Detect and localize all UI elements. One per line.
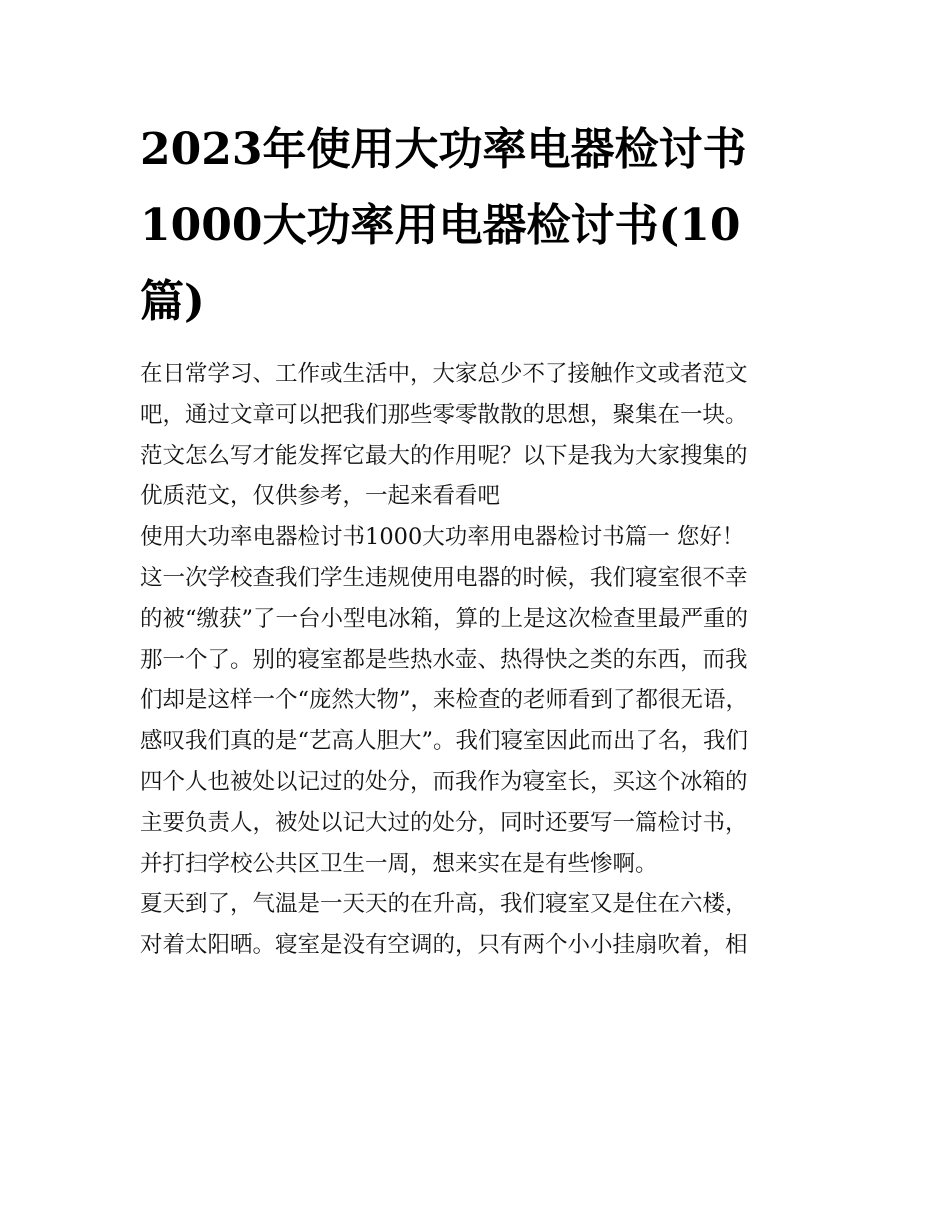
text-line: 吧，通过文章可以把我们那些零零散散的思想，聚集在一块。: [140, 401, 748, 428]
text-line: 们却是这样一个“庞然大物”，来检查的老师看到了都很无语，: [140, 687, 749, 714]
title-line: 篇): [140, 276, 205, 327]
title-line: 1000大功率用电器检讨书(10: [140, 200, 741, 251]
text-line: 优质范文，仅供参考，一起来看看吧: [140, 483, 501, 510]
intro-paragraph: [140, 354, 820, 517]
text-line: 那一个了。别的寝室都是些热水壶、热得快之类的东西，而我: [140, 646, 748, 673]
text-line: 使用大功率电器检讨书1000大功率用电器检讨书篇一 您好！: [140, 524, 745, 551]
body-paragraph-2: [140, 884, 820, 966]
text-line: 夏天到了，气温是一天天的在升高，我们寝室又是住在六楼，: [140, 891, 748, 918]
title-line: 2023年使用大功率电器检讨书: [140, 124, 747, 175]
text-line: 的被“缴获”了一台小型电冰箱，算的上是这次检查里最严重的: [140, 605, 749, 632]
text-line: 并打扫学校公共区卫生一周，想来实在是有些惨啊。: [140, 850, 658, 877]
text-line: 在日常学习、工作或生活中，大家总少不了接触作文或者范文: [140, 361, 748, 387]
document-title: [140, 112, 820, 340]
text-line: 感叹我们真的是“艺高人胆大”。我们寝室因此而出了名，我们: [140, 728, 749, 755]
text-line: 四个人也被处以记过的处分，而我作为寝室长，买这个冰箱的: [140, 768, 748, 795]
text-line: 这一次学校查我们学生违规使用电器的时候，我们寝室很不幸: [140, 564, 748, 591]
text-line: 主要负责人，被处以记大过的处分，同时还要写一篇检讨书，: [140, 809, 748, 836]
body-paragraph-1: [140, 517, 820, 884]
text-line: 对着太阳晒。寝室是没有空调的，只有两个小小挂扇吹着，相: [140, 932, 748, 959]
text-line: 范文怎么写才能发挥它最大的作用呢？以下是我为大家搜集的: [140, 442, 748, 469]
